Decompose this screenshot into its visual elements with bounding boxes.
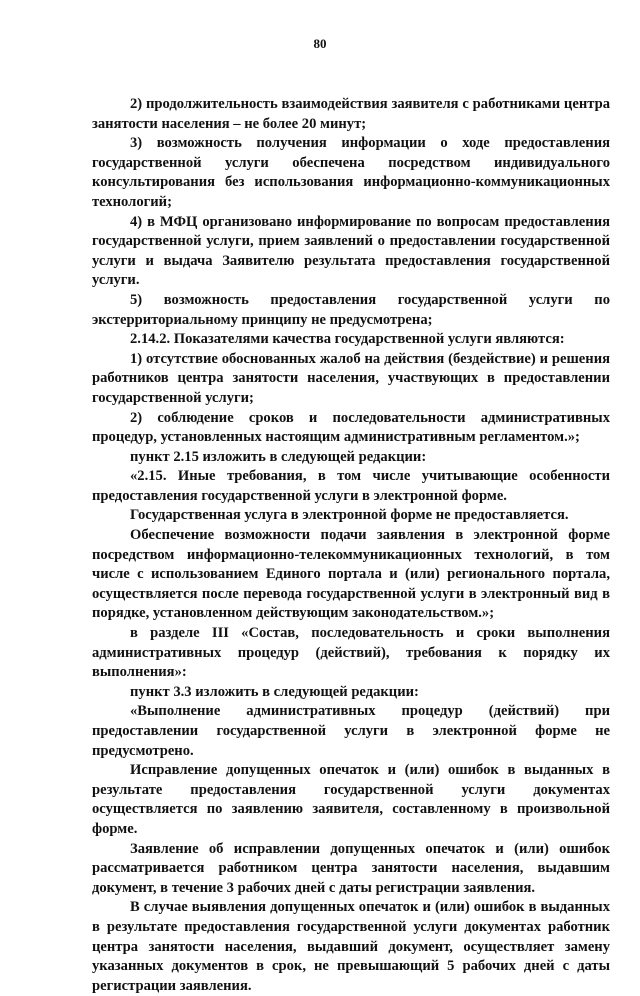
paragraph: пункт 2.15 изложить в следующей редакции: bbox=[130, 448, 427, 465]
paragraph: 5) возможность предоставления государственной услуги по экстерриториальному принципу не предусмотрена; bbox=[92, 291, 610, 328]
paragraph: в разделе III «Состав, последовательность и сроки выполнения административных процедур (действий), требования к порядку их выполнения»: bbox=[92, 625, 610, 681]
paragraph: 1) отсутствие обоснованных жалоб на действия (бездействие) и решения работников центра занятости населения, участвующих в предоставлении государственной услуги; bbox=[92, 350, 610, 406]
paragraph: «Выполнение административных процедур (действий) при предоставлении государственной услуги в электронной форме не предусмотрено. bbox=[92, 703, 610, 759]
paragraph: 2.14.2. Показателями качества государственной услуги являются: bbox=[130, 331, 565, 348]
paragraph: «2.15. Иные требования, в том числе учитывающие особенности предоставления государственной услуги в электронной форме. bbox=[92, 468, 610, 504]
paragraph: 3) возможность получения информации о ходе предоставления государственной услуги обеспечена посредством индивидуального консультирования без использования информационно-коммуникационных технологий; bbox=[92, 135, 610, 210]
paragraph: пункт 3.3 изложить в следующей редакции: bbox=[130, 683, 419, 700]
paragraph: Обеспечение возможности подачи заявления в электронной форме посредством информационно-телекоммуникационных технологий, в том числе с использованием Единого портала и (или) регионального портала, осуществляется после перевода государственной услуги в электронный вид в порядке, установленном действующим законодательством.»; bbox=[92, 527, 610, 622]
paragraph: Государственная услуга в электронной форме не предоставляется. bbox=[130, 507, 569, 524]
paragraph: Заявление об исправлении допущенных опечаток и (или) ошибок рассматривается работником центра занятости населения, выдавшим документ, в течение 3 рабочих дней с даты регистрации заявления. bbox=[92, 840, 610, 896]
paragraph: 2) соблюдение сроков и последовательности административных процедур, установленных настоящим административным регламентом.»; bbox=[92, 409, 610, 446]
paragraph: 4) в МФЦ организовано информирование по вопросам предоставления государственной услуги, прием заявлений о предоставлении государственной услуги и выдача Заявителю результата предоставления государственной услуги. bbox=[92, 213, 610, 289]
page-number: 80 bbox=[313, 36, 327, 51]
document-body bbox=[92, 95, 610, 996]
paragraph: В случае выявления допущенных опечаток и (или) ошибок в выданных в результате предоставления государственной услуги документах работник центра занятости населения, выдавший документ, осуществляет замену указанных документов в срок, не превышающий 5 рабочих дней с даты регистрации заявления. bbox=[92, 899, 610, 994]
paragraph: Исправление допущенных опечаток и (или) ошибок в выданных в результате предоставления государственной услуги документах осуществляется по заявлению заявителя, составленному в произвольной форме. bbox=[92, 762, 610, 837]
paragraph: 2) продолжительность взаимодействия заявителя с работниками центра занятости населения – не более 20 минут; bbox=[92, 96, 610, 132]
